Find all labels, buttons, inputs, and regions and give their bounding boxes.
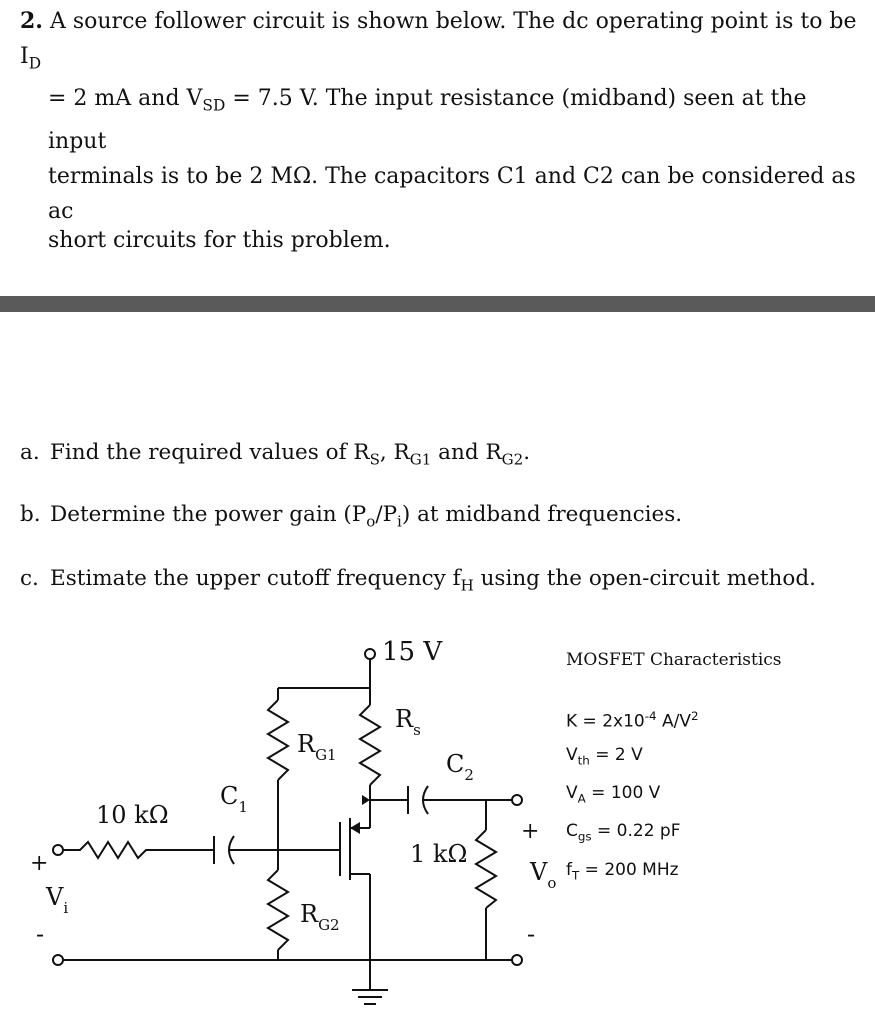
param-k: $K = 2x10^{-4}$ $A/V^2$ [566, 709, 699, 732]
vo-label: $V_o$ [530, 858, 557, 892]
problem-line-1: 2. A source follower circuit is shown below. The dc operating point is to be $I_D$ [20, 8, 857, 73]
junction-dot [362, 795, 370, 805]
rs-resistor [360, 705, 380, 785]
mosfet-arrow [350, 822, 360, 834]
param-cgs: $C_{gs} = 0.22$ pF [566, 821, 681, 844]
input-resistor-label: 10 kΩ [96, 801, 169, 829]
input-terminal-top [53, 845, 63, 855]
load-resistor-label: 1 kΩ [410, 840, 468, 868]
supply-terminal [365, 649, 375, 659]
param-vth: $V_{th} = 2$ V [566, 744, 643, 768]
c1-label: $C_1$ [220, 782, 248, 816]
mosfet-title: MOSFET Characteristics [566, 650, 782, 670]
mosfet-characteristics [566, 700, 699, 892]
output-minus: - [527, 920, 536, 948]
question-b: b. Determine the power gain $(P_o/P_i)$ at midband frequencies. [20, 502, 683, 531]
question-c: c. Estimate the upper cutoff frequency $f_H$ using the open-circuit method. [20, 566, 816, 595]
problem-line-3: terminals is to be 2 MΩ. The capacitors C1 and C2 can be considered as ac [48, 163, 856, 224]
vi-label: $V_i$ [46, 883, 69, 917]
load-resistor [476, 830, 496, 908]
rg1-label: $R_{G1}$ [297, 730, 337, 764]
problem-line-4: short circuits for this problem. [48, 227, 391, 253]
input-resistor [63, 842, 214, 858]
question-a: a. Find the required values of $R_S$, $R_{G1}$ and $R_{G2}$. [20, 440, 531, 469]
input-terminal-bottom [53, 955, 63, 965]
rg2-label: $R_{G2}$ [300, 900, 340, 934]
problem-line-2: = 2 mA and $V_{SD} = 7.5$ V. The input resistance (midband) seen at the input [48, 86, 807, 154]
input-minus: - [36, 920, 45, 948]
input-plus: + [30, 851, 49, 876]
output-terminal-top [512, 795, 522, 805]
output-terminal-bottom [512, 955, 522, 965]
rs-label: $R_s$ [395, 705, 421, 739]
supply-label: 15 V [382, 637, 443, 667]
problem-number: 2. [20, 8, 43, 34]
param-ft: $f_T = 200$ MHz [566, 859, 679, 883]
param-va: $V_A = 100$ V [566, 783, 661, 806]
rg1-resistor [268, 700, 288, 780]
output-plus: + [521, 819, 540, 844]
rg2-resistor [268, 870, 288, 950]
c2-label: $C_2$ [446, 750, 474, 784]
